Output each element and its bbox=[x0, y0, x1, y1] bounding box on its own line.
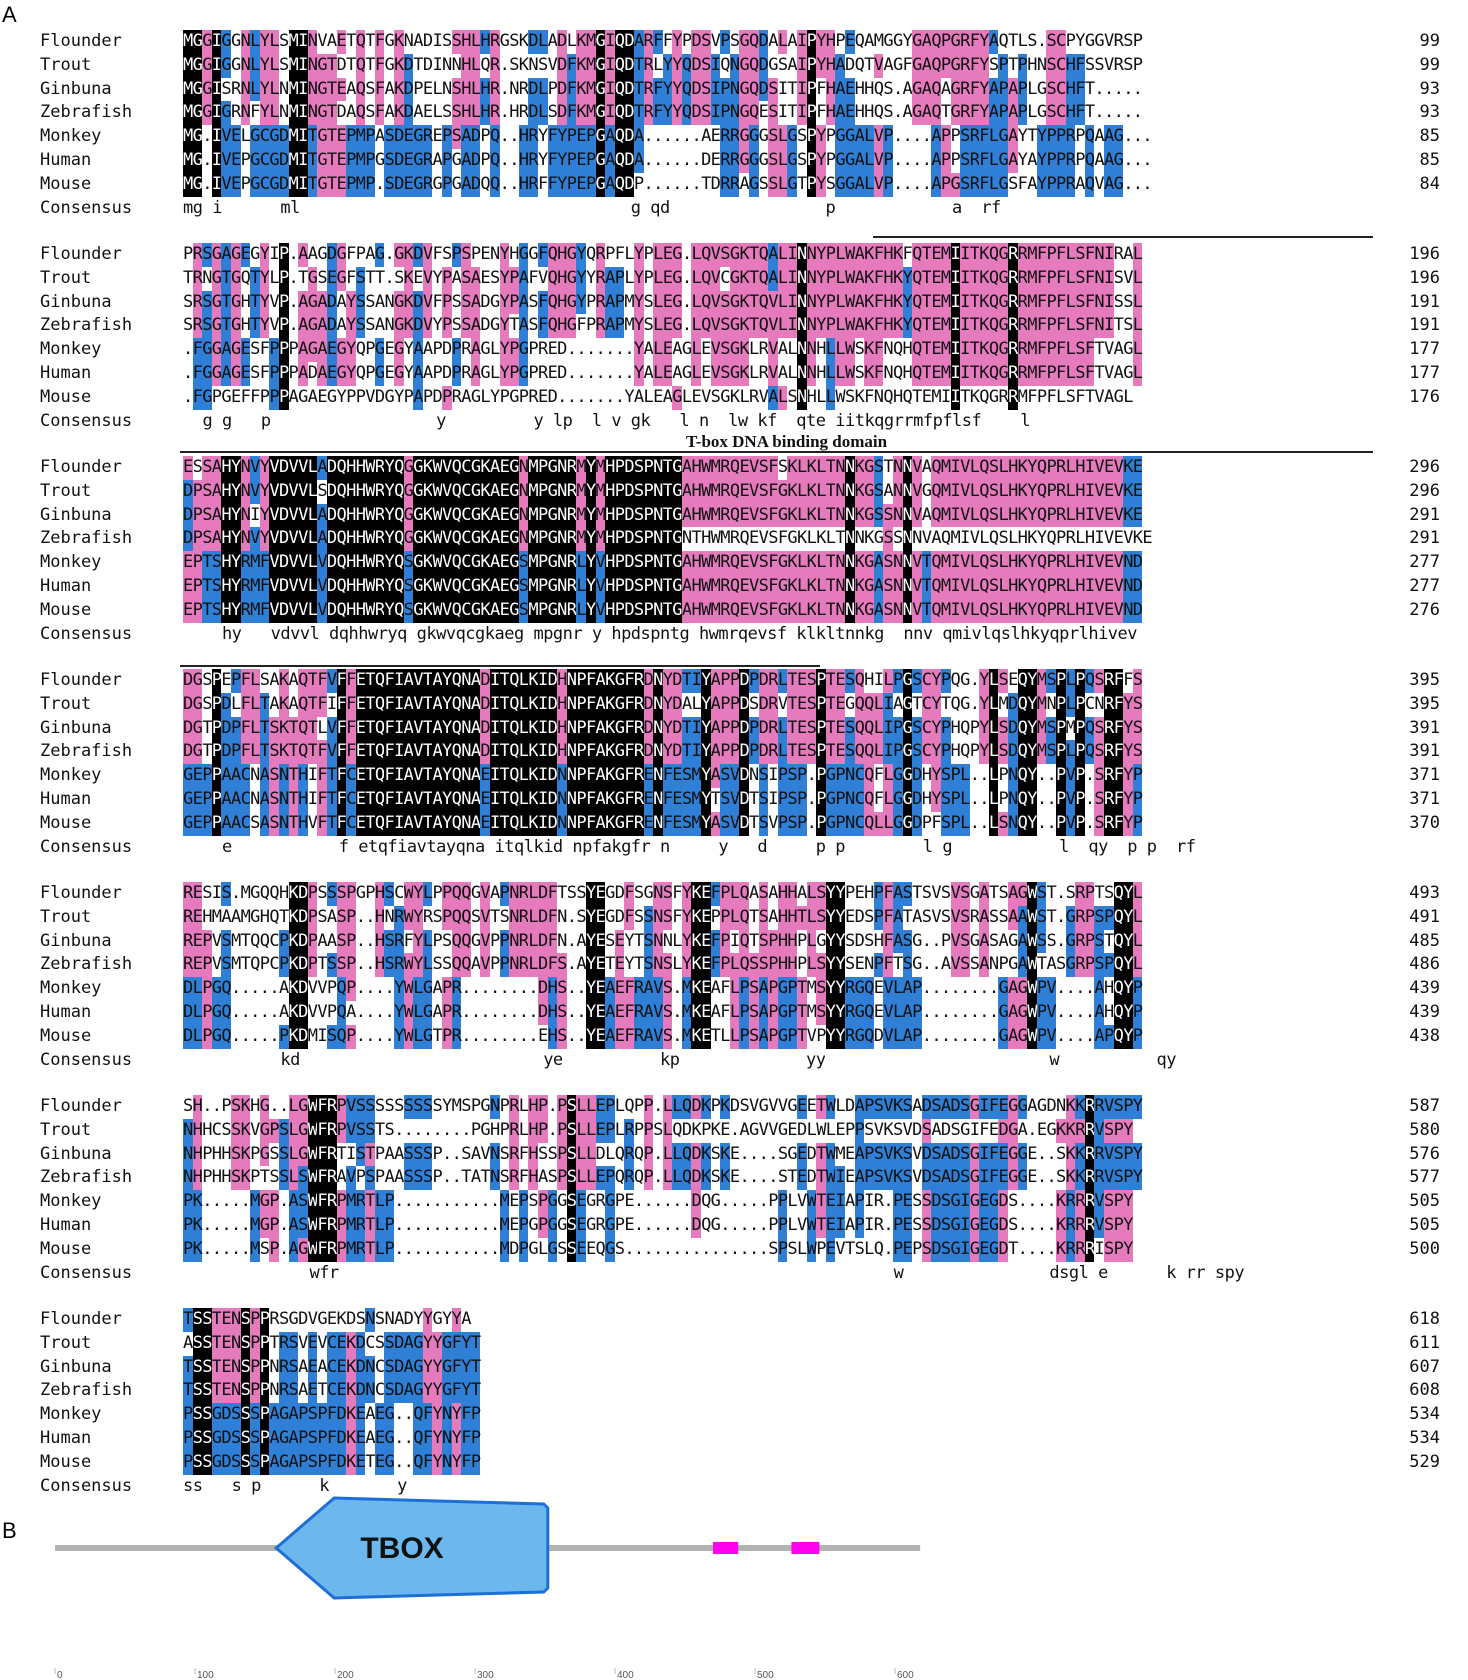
residue-count: 291 bbox=[1409, 528, 1440, 549]
sequence-text: GEPPAACSASNTHVFTFCETQFIAVTAYQNAEITQLKIDNNPFAKGFRENFESMYASVDTSVPSP.PGPNCQLLGGDPFSPL..LSNQY..PVP.SRFYP bbox=[183, 812, 1142, 836]
residue-count: 493 bbox=[1409, 883, 1440, 903]
axis-tick-label: 100 bbox=[197, 1670, 214, 1680]
sequence-row bbox=[40, 125, 1460, 149]
sequence-text: PK.....MGP.ASWFRPMRTLP...........MEPGPGGSEGRGPE......DQG.....PPLVWTEIAPIR.PESSDSGIGEGDS....KRRRVSPY bbox=[183, 1214, 1133, 1238]
axis-tick-label: 0 bbox=[57, 1670, 63, 1680]
sequence-text: .FGGAGESFPPPADAEGYQPGEGYAAPDPRAGLYPGPRED.......YALEAGLEVSGKLRVALNNHLLWSKFNQHQTEMIITKQGRRMFPFLSFTVAGL bbox=[183, 362, 1142, 386]
species-label: Human bbox=[40, 362, 92, 383]
sequence-row bbox=[40, 527, 1460, 551]
alignment-block bbox=[40, 1308, 1460, 1498]
species-label: Trout bbox=[40, 906, 92, 927]
residue-count: 608 bbox=[1409, 1380, 1440, 1401]
residue-count: 618 bbox=[1409, 1309, 1440, 1329]
sequence-text: PRSGAGEGYIP.AAGDGFPAG.GKDVFSPSPENYHGGFQHGYQRPFLYPLEG.LQVSGKTQALINNYPLWAKFHKFQTEMIITKQGRRMFPFLSFNIRAL bbox=[183, 243, 1142, 267]
sequence-row bbox=[40, 906, 1460, 930]
sequence-row bbox=[40, 1119, 1460, 1143]
species-label: Flounder bbox=[40, 244, 122, 264]
species-label: Consensus bbox=[40, 197, 133, 218]
residue-count: 371 bbox=[1409, 788, 1440, 809]
residue-count: 196 bbox=[1409, 267, 1440, 288]
sequence-text: e f etqfiavtayqna itqlkid npfakgfr n y d p p l g l qy p p rf bbox=[183, 836, 1196, 857]
sequence-row bbox=[40, 1025, 1460, 1049]
panel-a-label: A bbox=[2, 2, 17, 27]
sequence-text: PK.....MGP.ASWFRPMRTLP...........MEPSPGGSEGRGPE......DQG.....PPLVWTEIAPIR.PESSDSGIGEGDS....KRRRVSPY bbox=[183, 1190, 1133, 1214]
residue-count: 99 bbox=[1419, 31, 1440, 51]
sequence-row bbox=[40, 1190, 1460, 1214]
residue-count: 296 bbox=[1409, 480, 1440, 501]
sequence-text: NHHCSSKVGPSLGWFRPVSSTS........PGHPRLHP.PSLLEPLRPPSLQDKPKE.AGVVGEDLWLEPPSVKSVDSADSGIFEDGA.EGKKRRVSPY bbox=[183, 1119, 1133, 1143]
sequence-text: NHPHHSKPTSSLSWFRAVPSPAASSSP..TATNSRFHASPSLLEPQRQP.LLQDKSKE....STEDTWIEAPSVKSVDSADSGIFEGGE..SKKRRVSPY bbox=[183, 1166, 1142, 1190]
species-label: Ginbuna bbox=[40, 930, 112, 951]
sequence-text: EPTSHYRMFVDVVLVDQHHWRYQSGKWVQCGKAEGSMPGNRLYVHPDSPNTGAHWMRQEVSFGKLKLTNNKGASNNVTQMIVLQSLHKYQPRLHIVEVND bbox=[183, 575, 1142, 599]
consensus-row bbox=[40, 410, 1460, 434]
sequence-row bbox=[40, 314, 1460, 338]
species-label: Zebrafish bbox=[40, 102, 133, 123]
species-label: Zebrafish bbox=[40, 741, 133, 762]
sequence-row bbox=[40, 456, 1460, 480]
sequence-text: MGGISRNLYLNMINGTEAQSFAKDPELNSHLHR.NRDLPDFKMGIQDTRFYYQDSIPNGQDSITIPFHAEHHQS.AGAQAGRFYAPAPLGSCHFT..... bbox=[183, 78, 1142, 102]
sequence-text: PSSGDSSSPAGAPSPFDKEAEG..QFYNYFP bbox=[183, 1427, 480, 1451]
sequence-text: PSSGDSSSPAGAPSPFDKETEG..QFYNYFP bbox=[183, 1451, 480, 1475]
sequence-text: SRSGTGHTYVP.AGADAYSSANGKDVYPSSADGYTASFQHGFPRAPMYSLEG.LQVSGKTQVLINNYPLWAKFHKYQTEMIITKQGRRMFPFLSFNITSL bbox=[183, 314, 1142, 338]
species-label: Consensus bbox=[40, 623, 133, 644]
sequence-row bbox=[40, 1001, 1460, 1025]
sequence-row bbox=[40, 953, 1460, 977]
sequence-text: EPTSHYRMFVDVVLVDQHHWRYQSGKWVQCGKAEGSMPGNRLYVHPDSPNTGAHWMRQEVSFGKLKLTNNKGASNNVTQMIVLQSLHKYQPRLHIVEVND bbox=[183, 599, 1142, 623]
sequence-text: DLPGQ.....AKDVVPQA....YWLGAPR........DHS..YEAEFRAVS.MKEAFLPSAPGPTMSYYRGQEVLAP........GAGWPV....AHQYP bbox=[183, 1001, 1142, 1025]
domain-line-bottom bbox=[180, 665, 820, 667]
sequence-row bbox=[40, 54, 1460, 78]
sequence-text: DGTPDPFLTSKTQTFVFFETQFIAVTAYQNADITQLKIDHNPFAKGFRDNYDTIYAPPDPDRLTESPTESQQLIPGSCYPHQPYLSDQYMSPLPQSRFYS bbox=[183, 740, 1142, 764]
residue-count: 177 bbox=[1409, 339, 1440, 360]
sequence-text: DPSAHYNIYVDVVLADQHHWRYQGGKWVQCGKAEGNMPGNRMYMHPDSPNTGAHWMRQEVSFGKLKLTNNKGSSNNVAQMIVLQSLHKYQPRLHIVEVKE bbox=[183, 504, 1142, 528]
sequence-row bbox=[40, 267, 1460, 291]
species-label: Consensus bbox=[40, 1049, 133, 1070]
sequence-text: DGTPDPFLTSKTQTLVFFETQFIAVTAYQNADITQLKIDHNPFAKGFRDNYDTIYAPPDPDRLTESPTESQQLIPGSCYPHQPYLSDQYMSPMPQSRFYS bbox=[183, 717, 1142, 741]
sequence-row bbox=[40, 1451, 1460, 1475]
sequence-text: EPTSHYRMFVDVVLVDQHHWRYQSGKWVQCGKAEGSMPGNRLYVHPDSPNTGAHWMRQEVSFGKLKLTNNKGASNNVTQMIVLQSLHKYQPRLHIVEVND bbox=[183, 551, 1142, 575]
species-label: Monkey bbox=[40, 1404, 102, 1425]
species-label: Flounder bbox=[40, 670, 122, 690]
sequence-row bbox=[40, 338, 1460, 362]
species-label: Monkey bbox=[40, 978, 102, 999]
sequence-row bbox=[40, 173, 1460, 197]
species-label: Trout bbox=[40, 693, 92, 714]
sequence-text: MGGIGGNLYLSMINVAETQTFGKNADISSHLHRGSKDLADLKMGIQDARFFYPDSVPSGQDALAIPYHPEQAMGGYGAQPGRFYAQTLS.SCPYGGVRSP bbox=[183, 30, 1142, 54]
species-label: Trout bbox=[40, 480, 92, 501]
residue-count: 534 bbox=[1409, 1404, 1440, 1425]
sequence-text: kd ye kp yy w qy bbox=[183, 1049, 1176, 1070]
species-label: Consensus bbox=[40, 410, 133, 431]
sequence-row bbox=[40, 717, 1460, 741]
residue-count: 534 bbox=[1409, 1427, 1440, 1448]
sequence-row bbox=[40, 930, 1460, 954]
sequence-text: NHPHHSKPGSSLGWFRTISTPAASSSP..SAVNSRFHSSPSLLDLQRQP.LLQDKSKE....SGEDTWMEAPSVKSVDSADSGIFEGGE..SKKRRVSPY bbox=[183, 1143, 1142, 1167]
sequence-text: MG.IVEPGCGDMITGTEPMPGSDEGRAPGADPQ..HRYFYPEPGAQDA......DERRGGGSLGSPYPGGALVP....APPSRFLGAYAYPPRPQAAG... bbox=[183, 149, 1152, 173]
sequence-text: hy vdvvl dqhhwryq gkwvqcgkaeg mpgnr y hpdspntg hwmrqevsf klkltnnkg nnv qmivlqslhkyqprlhivev bbox=[183, 623, 1138, 644]
sequence-row bbox=[40, 812, 1460, 836]
alignment-block bbox=[40, 882, 1460, 1072]
tbox-label: TBOX bbox=[360, 1532, 444, 1565]
domain-architecture-diagram bbox=[0, 1480, 1468, 1680]
species-label: Consensus bbox=[40, 1475, 133, 1496]
axis-tick-label: 200 bbox=[337, 1670, 354, 1680]
sequence-row bbox=[40, 386, 1460, 410]
residue-count: 277 bbox=[1409, 575, 1440, 596]
species-label: Human bbox=[40, 1001, 92, 1022]
sequence-row bbox=[40, 788, 1460, 812]
species-label: Flounder bbox=[40, 1309, 122, 1329]
residue-count: 177 bbox=[1409, 362, 1440, 383]
species-label: Human bbox=[40, 788, 92, 809]
residue-count: 611 bbox=[1409, 1332, 1440, 1353]
sequence-row bbox=[40, 1379, 1460, 1403]
species-label: Mouse bbox=[40, 812, 92, 833]
species-label: Ginbuna bbox=[40, 78, 112, 99]
species-label: Ginbuna bbox=[40, 717, 112, 738]
residue-count: 296 bbox=[1409, 457, 1440, 477]
sequence-text: ASSTENSPPTRSVEVCEKDCSSDAGYYGFYT bbox=[183, 1332, 480, 1356]
species-label: Trout bbox=[40, 267, 92, 288]
residue-count: 491 bbox=[1409, 906, 1440, 927]
axis-tick-label: 300 bbox=[477, 1670, 494, 1680]
species-label: Human bbox=[40, 1214, 92, 1235]
sequence-row bbox=[40, 669, 1460, 693]
species-label: Zebrafish bbox=[40, 528, 133, 549]
residue-count: 196 bbox=[1409, 244, 1440, 264]
residue-count: 529 bbox=[1409, 1451, 1440, 1472]
sequence-row bbox=[40, 977, 1460, 1001]
species-label: Flounder bbox=[40, 31, 122, 51]
residue-count: 576 bbox=[1409, 1143, 1440, 1164]
residue-count: 505 bbox=[1409, 1214, 1440, 1235]
axis-tick-label: 600 bbox=[897, 1670, 914, 1680]
sequence-row bbox=[40, 1427, 1460, 1451]
species-label: Mouse bbox=[40, 1238, 92, 1259]
sequence-text: SRSGTGHTYVP.AGADAYSSANGKDVFPSSADGYPASFQHGYPRAPMYSLEG.LQVSGKTQVLINNYPLWAKFHKYQTEMIITKQGRRMFPFLSFNISSL bbox=[183, 291, 1142, 315]
sequence-text: TSSTENSPPRSGDVGEKDSNSNADYYGYYA bbox=[183, 1308, 471, 1332]
sequence-row bbox=[40, 551, 1460, 575]
sequence-row bbox=[40, 575, 1460, 599]
residue-count: 291 bbox=[1409, 504, 1440, 525]
sequence-row bbox=[40, 599, 1460, 623]
species-label: Human bbox=[40, 1427, 92, 1448]
consensus-row bbox=[40, 1049, 1460, 1073]
species-label: Zebrafish bbox=[40, 954, 133, 975]
sequence-text: GEPPAACNASNTHIFTFCETQFIAVTAYQNAEITQLKIDNNPFAKGFRENFESMYASVDNSIPSP.PGPNCQFLGGDHYSPL..LPNQY..PVP.SRFYP bbox=[183, 764, 1142, 788]
species-label: Flounder bbox=[40, 883, 122, 903]
sequence-row bbox=[40, 149, 1460, 173]
species-label: Trout bbox=[40, 1119, 92, 1140]
sequence-row bbox=[40, 78, 1460, 102]
sequence-text: TSSTENSPPNRSAEACEKDNCSDAGYYGFYT bbox=[183, 1356, 480, 1380]
species-label: Human bbox=[40, 149, 92, 170]
axis-tick-label: 400 bbox=[617, 1670, 634, 1680]
species-label: Trout bbox=[40, 54, 92, 75]
residue-count: 391 bbox=[1409, 717, 1440, 738]
sequence-row bbox=[40, 1308, 1460, 1332]
sequence-text: DGSPDLFLTAKAQTFIFFETQFIAVTAYQNADITQLKIDHNPFAKGFRDNYDALYAPPDSDRVTESPTEGQQLIAGTCYTQG.YLMDQYMNPLPCNRFYS bbox=[183, 693, 1142, 717]
sequence-text: DLPGQ.....PKDMISQP....YWLGTPR........EHS..YEAEFRAVS.MKETLLPSAPGPTVPYYRGQDVLAP........GAGWPV....APQYP bbox=[183, 1025, 1142, 1049]
residue-count: 191 bbox=[1409, 291, 1440, 312]
species-label: Human bbox=[40, 575, 92, 596]
residue-count: 395 bbox=[1409, 670, 1440, 690]
species-label: Ginbuna bbox=[40, 1143, 112, 1164]
residue-count: 439 bbox=[1409, 1001, 1440, 1022]
species-label: Consensus bbox=[40, 1262, 133, 1283]
alignment-block bbox=[40, 30, 1460, 220]
sequence-row bbox=[40, 1332, 1460, 1356]
residue-count: 505 bbox=[1409, 1191, 1440, 1212]
sequence-text: MG.IVEPGCGDMITGTEPMP.SDEGRGPGADQQ..HRFFYPEPGAQDP......TDRRAGSSLGTPYSGGALVP....APGSRFLGSFAYPPRAQVAG... bbox=[183, 173, 1152, 197]
residue-count: 371 bbox=[1409, 765, 1440, 786]
residue-count: 607 bbox=[1409, 1356, 1440, 1377]
residue-count: 277 bbox=[1409, 552, 1440, 573]
residue-count: 85 bbox=[1419, 126, 1440, 147]
species-label: Mouse bbox=[40, 599, 92, 620]
species-label: Mouse bbox=[40, 173, 92, 194]
sequence-text: g g p y y lp l v gk l n lw kf qte iitkqgrrmfpflsf l bbox=[183, 410, 1030, 431]
residue-count: 85 bbox=[1419, 149, 1440, 170]
residue-count: 84 bbox=[1419, 173, 1440, 194]
residue-count: 395 bbox=[1409, 693, 1440, 714]
residue-count: 438 bbox=[1409, 1025, 1440, 1046]
sequence-row bbox=[40, 1214, 1460, 1238]
residue-count: 191 bbox=[1409, 315, 1440, 336]
sequence-text: PSSGDSSSPAGAPSPFDKEAEG..QFYNYFP bbox=[183, 1403, 480, 1427]
sequence-row bbox=[40, 480, 1460, 504]
sequence-row bbox=[40, 1403, 1460, 1427]
species-label: Monkey bbox=[40, 552, 102, 573]
sequence-text: RESIS.MGQQHKDPSSSPGPHSCWYLPPQQGVAPNRLDFTSSYEGDFSGNSFYKEFPLQASAHHALSYYPEHPFASTSVSVSGATSAGWST.SRPTSQYL bbox=[183, 882, 1142, 906]
sequence-text: TRNGTGQTYLP.TGSEGFSTT.SKEVYPASAESYPAFVQHGYYRAPLYPLEG.LQVCGKTQALINNYPLWAKFHKYQTEMIITKQGRRMFPFLSFNISVL bbox=[183, 267, 1142, 291]
sequence-text: TSSTENSPPNRSAETCEKDNCSDAGYYGFYT bbox=[183, 1379, 480, 1403]
domain-line-top bbox=[873, 236, 1373, 238]
species-label: Mouse bbox=[40, 1451, 92, 1472]
species-label: Ginbuna bbox=[40, 504, 112, 525]
sequence-row bbox=[40, 1238, 1460, 1262]
sequence-text: REHMAAMGHQTKDPSASP..HNRWYRSPQQSVTSNRLDFN.SYEGDFSSNSFYKEPPLQTSAHHTLSYYEDSPFATASVSVSRASSAAWST.GRPSPQYL bbox=[183, 906, 1142, 930]
sequence-text: .FGGAGESFPPPAGAEGYQPGEGYAAPDPRAGLYPGPRED.......YALEAGLEVSGKLRVALNNHLLWSKFNQHQTEMIITKQGRRMFPFLSFTVAGL bbox=[183, 338, 1142, 362]
sequence-text: DPSAHYNVYVDVVLSDQHHWRYQGGKWVQCGKAEGNMPGNRMYMHPDSPNTGAHWMRQEVSFGKLKLTNNKGSANNVGQMIVLQSLHKYQPRLHIVEVKE bbox=[183, 480, 1142, 504]
axis-ticks bbox=[55, 1668, 914, 1680]
sequence-row bbox=[40, 764, 1460, 788]
sequence-text: SH..PSKHG..LGWFRPVSSSSSSSSSYMSPGNPRLHP.PSLLEPLQPP.LLQDKPKDSVGVVGEETWLDAPSVKSADSADSGIFEGGAGDNKKRRVSPY bbox=[183, 1095, 1142, 1119]
consensus-row bbox=[40, 197, 1460, 221]
residue-count: 580 bbox=[1409, 1119, 1440, 1140]
sequence-text: ESSAHYNVYVDVVLADQHHWRYQGGKWVQCGKAEGNMPGNRMYMHPDSPNTGAHWMRQEVSFSKLKLTNNKGSTNNVAQMIVLQSLHKYQPRLHIVEVKE bbox=[183, 456, 1142, 480]
alignment-block bbox=[40, 669, 1460, 859]
sequence-text: PK.....MSP.AGWFRPMRTLP...........MDPGLGSSEEQGS...............SPSLWPEVTSLQ.PEPSDSGIGEGDT....KRRRISPY bbox=[183, 1238, 1133, 1262]
residue-count: 500 bbox=[1409, 1238, 1440, 1259]
sequence-text: DGSPEPFLSAKAQTFVFFETQFIAVTAYQNADITQLKIDHNPFAKGFRDNYDTIYAPPDPDRLTESPTESQHILPGSCYPQG.YLSEQYMSPLPQSRFFS bbox=[183, 669, 1142, 693]
species-label: Monkey bbox=[40, 126, 102, 147]
sequence-text: MGGIGGNLYLSMINGTDTQTFGKDTDINNHLQR.SKNSVDFKMGIQDTRLYYQDSIQNGQDGSAIPYHADQTVAGFGAQPGRFYSPTPHNSCHFSSVRSP bbox=[183, 54, 1142, 78]
species-label: Consensus bbox=[40, 836, 133, 857]
residue-count: 276 bbox=[1409, 599, 1440, 620]
sequence-row bbox=[40, 693, 1460, 717]
species-label: Flounder bbox=[40, 457, 122, 477]
sequence-row bbox=[40, 362, 1460, 386]
sequence-text: DPSAHYNVYVDVVLADQHHWRYQGGKWVQCGKAEGNMPGNRMYMHPDSPNTGNTHWMRQEVSFGKLKLTNNKGSSNNVAQMIVLQSLHKYQPRLHIVEVKE bbox=[183, 527, 1152, 551]
sequence-text: .FGPGEFFPPPAGAEGYPPVDGYPAPDPRAGLYPGPRED.......YALEAGLEVSGKLRVALSNHLLWSKFNQHQTEMIITKQGRRMFPFLSFTVAGL bbox=[183, 386, 1133, 410]
consensus-row bbox=[40, 836, 1460, 860]
domain-label: T-box DNA binding domain bbox=[686, 432, 888, 451]
sequence-row bbox=[40, 740, 1460, 764]
species-label: Zebrafish bbox=[40, 1380, 133, 1401]
sequence-row bbox=[40, 882, 1460, 906]
sequence-text: DLPGQ.....AKDVVPQP....YWLGAPR........DHS..YEAEFRAVS.MKEAFLPSAPGPTMSYYRGQEVLAP........GAGWPV....AHQYP bbox=[183, 977, 1142, 1001]
residue-count: 93 bbox=[1419, 78, 1440, 99]
alignment-block bbox=[40, 1095, 1460, 1285]
sequence-text: MG.IVELGCGDMITGTEPMPASDEGREPSADPQ..HRYFYPEPGAQDA......AERRGGGSLGSPYPGGALVP....APPSRFLGAYTYPPRPQAAG... bbox=[183, 125, 1152, 149]
species-label: Zebrafish bbox=[40, 1167, 133, 1188]
sequence-row bbox=[40, 291, 1460, 315]
motif-box bbox=[791, 1542, 819, 1554]
sequence-text: REPVSMTQPCPKDPTSSP..HSRWYLSSQQAVPPNRLDFS.AYETEYTSNSLYKEFPLQSSPHHPLSYYSENPFTSG..AVSSANPGAWTASGRPSPQYL bbox=[183, 953, 1142, 977]
species-label: Monkey bbox=[40, 765, 102, 786]
species-label: Mouse bbox=[40, 386, 92, 407]
species-label: Trout bbox=[40, 1332, 92, 1353]
residue-count: 93 bbox=[1419, 102, 1440, 123]
sequence-row bbox=[40, 30, 1460, 54]
consensus-row bbox=[40, 623, 1460, 647]
sequence-text: MGGIGRNFYLNMINGTDAQSFAKDAELSSHLHR.HRDLSDFKMGIQDTRFYYQDSIPNGQESITIPFHAEHHQS.AGAQTGRFYAPAPLGSCHFT..... bbox=[183, 101, 1142, 125]
sequence-row bbox=[40, 504, 1460, 528]
residue-count: 391 bbox=[1409, 741, 1440, 762]
species-label: Zebrafish bbox=[40, 315, 133, 336]
sequence-row bbox=[40, 1143, 1460, 1167]
residue-count: 176 bbox=[1409, 386, 1440, 407]
residue-count: 486 bbox=[1409, 954, 1440, 975]
sequence-row bbox=[40, 1166, 1460, 1190]
sequence-row bbox=[40, 1095, 1460, 1119]
species-label: Monkey bbox=[40, 1191, 102, 1212]
species-label: Ginbuna bbox=[40, 291, 112, 312]
sequence-row bbox=[40, 1356, 1460, 1380]
consensus-row bbox=[40, 1262, 1460, 1286]
sequence-row bbox=[40, 101, 1460, 125]
species-label: Mouse bbox=[40, 1025, 92, 1046]
alignment-block bbox=[40, 243, 1460, 433]
residue-count: 439 bbox=[1409, 978, 1440, 999]
residue-count: 370 bbox=[1409, 812, 1440, 833]
alignment-block bbox=[40, 456, 1460, 646]
residue-count: 577 bbox=[1409, 1167, 1440, 1188]
species-label: Monkey bbox=[40, 339, 102, 360]
sequence-text: wfr w dsgl e k rr spy bbox=[183, 1262, 1245, 1283]
residue-count: 587 bbox=[1409, 1096, 1440, 1116]
sequence-text: GEPPAACNASNTHIFTFCETQFIAVTAYQNAEITQLKIDNNPFAKGFRENFESMYTSVDTSIPSP.PGPNCQFLGGDHYSPL..LPNQY..PVP.SRFYP bbox=[183, 788, 1142, 812]
sequence-text: ss s p k y bbox=[183, 1475, 407, 1496]
axis-tick-label: 500 bbox=[757, 1670, 774, 1680]
species-label: Ginbuna bbox=[40, 1356, 112, 1377]
sequence-row bbox=[40, 243, 1460, 267]
panel-b-label: B bbox=[2, 1518, 17, 1543]
residue-count: 485 bbox=[1409, 930, 1440, 951]
motif-box bbox=[713, 1542, 738, 1554]
species-label: Flounder bbox=[40, 1096, 122, 1116]
sequence-text: REPVSMTQQCPKDPAASP..HSRFYLPSQQGVPPNRLDFN.AYESEYTSNNLYKEFPIQTSPHHPLGYYSDSHFASG..PVSGASAGAWSS.GRPSTQYL bbox=[183, 930, 1142, 954]
residue-count: 99 bbox=[1419, 54, 1440, 75]
sequence-text: mg i ml g qd p a rf bbox=[183, 197, 1167, 218]
